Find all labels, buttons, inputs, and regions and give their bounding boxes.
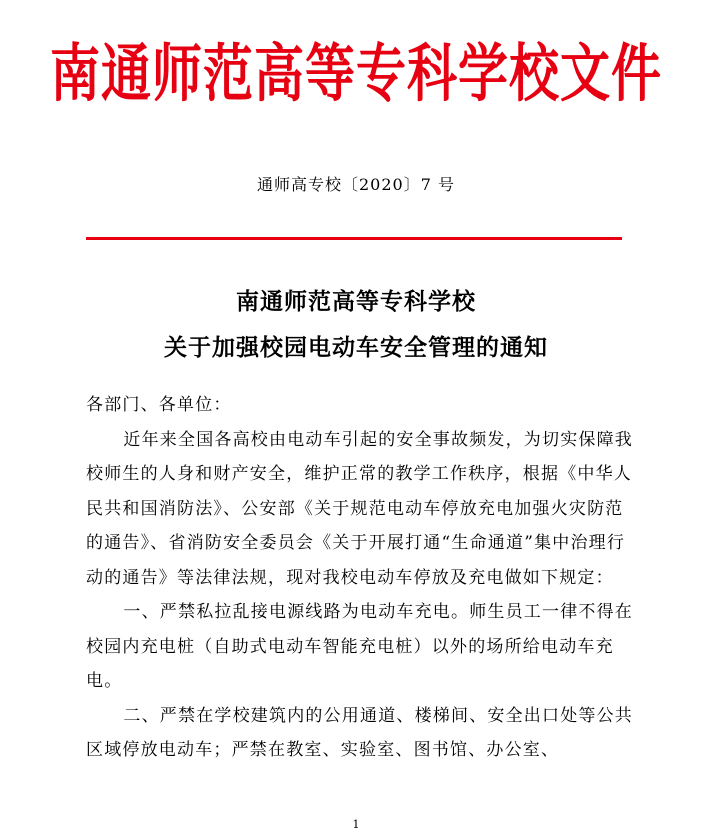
red-divider-line	[86, 237, 622, 240]
notice-body	[86, 388, 636, 768]
notice-title-line-1: 南通师范高等专科学校	[236, 288, 476, 315]
notice-title-line-2: 关于加强校园电动车安全管理的通知	[164, 334, 548, 361]
page-number: 1	[352, 818, 360, 831]
paragraph-rule-2: 二、严禁在学校建筑内的公用通道、楼梯间、安全出口处等公共区域停放电动车；严禁在教室、实验室、图书馆、办公室、	[86, 705, 633, 760]
paragraph-intro: 近年来全国各高校由电动车引起的安全事故频发，为切实保障我校师生的人身和财产安全，维护正常的教学工作秩序，根据《中华人民共和国消防法》、公安部《关于规范电动车停放充电加强火灾防范的通告》、省消防安全委员会《关于开展打通“生命通道”集中治理行动的通告》等法律法规，现对我校电动车停放及充电做如下规定：	[86, 429, 633, 588]
paragraph-rule-1: 一、严禁私拉乱接电源线路为电动车充电。师生员工一律不得在校园内充电桩（自助式电动车智能充电桩）以外的场所给电动车充电。	[86, 602, 633, 691]
document-number: 通师高专校〔2020〕7 号	[257, 175, 455, 194]
issuer-header: 南通师范高等专科学校文件	[50, 36, 662, 110]
salutation: 各部门、各单位：	[86, 395, 232, 415]
